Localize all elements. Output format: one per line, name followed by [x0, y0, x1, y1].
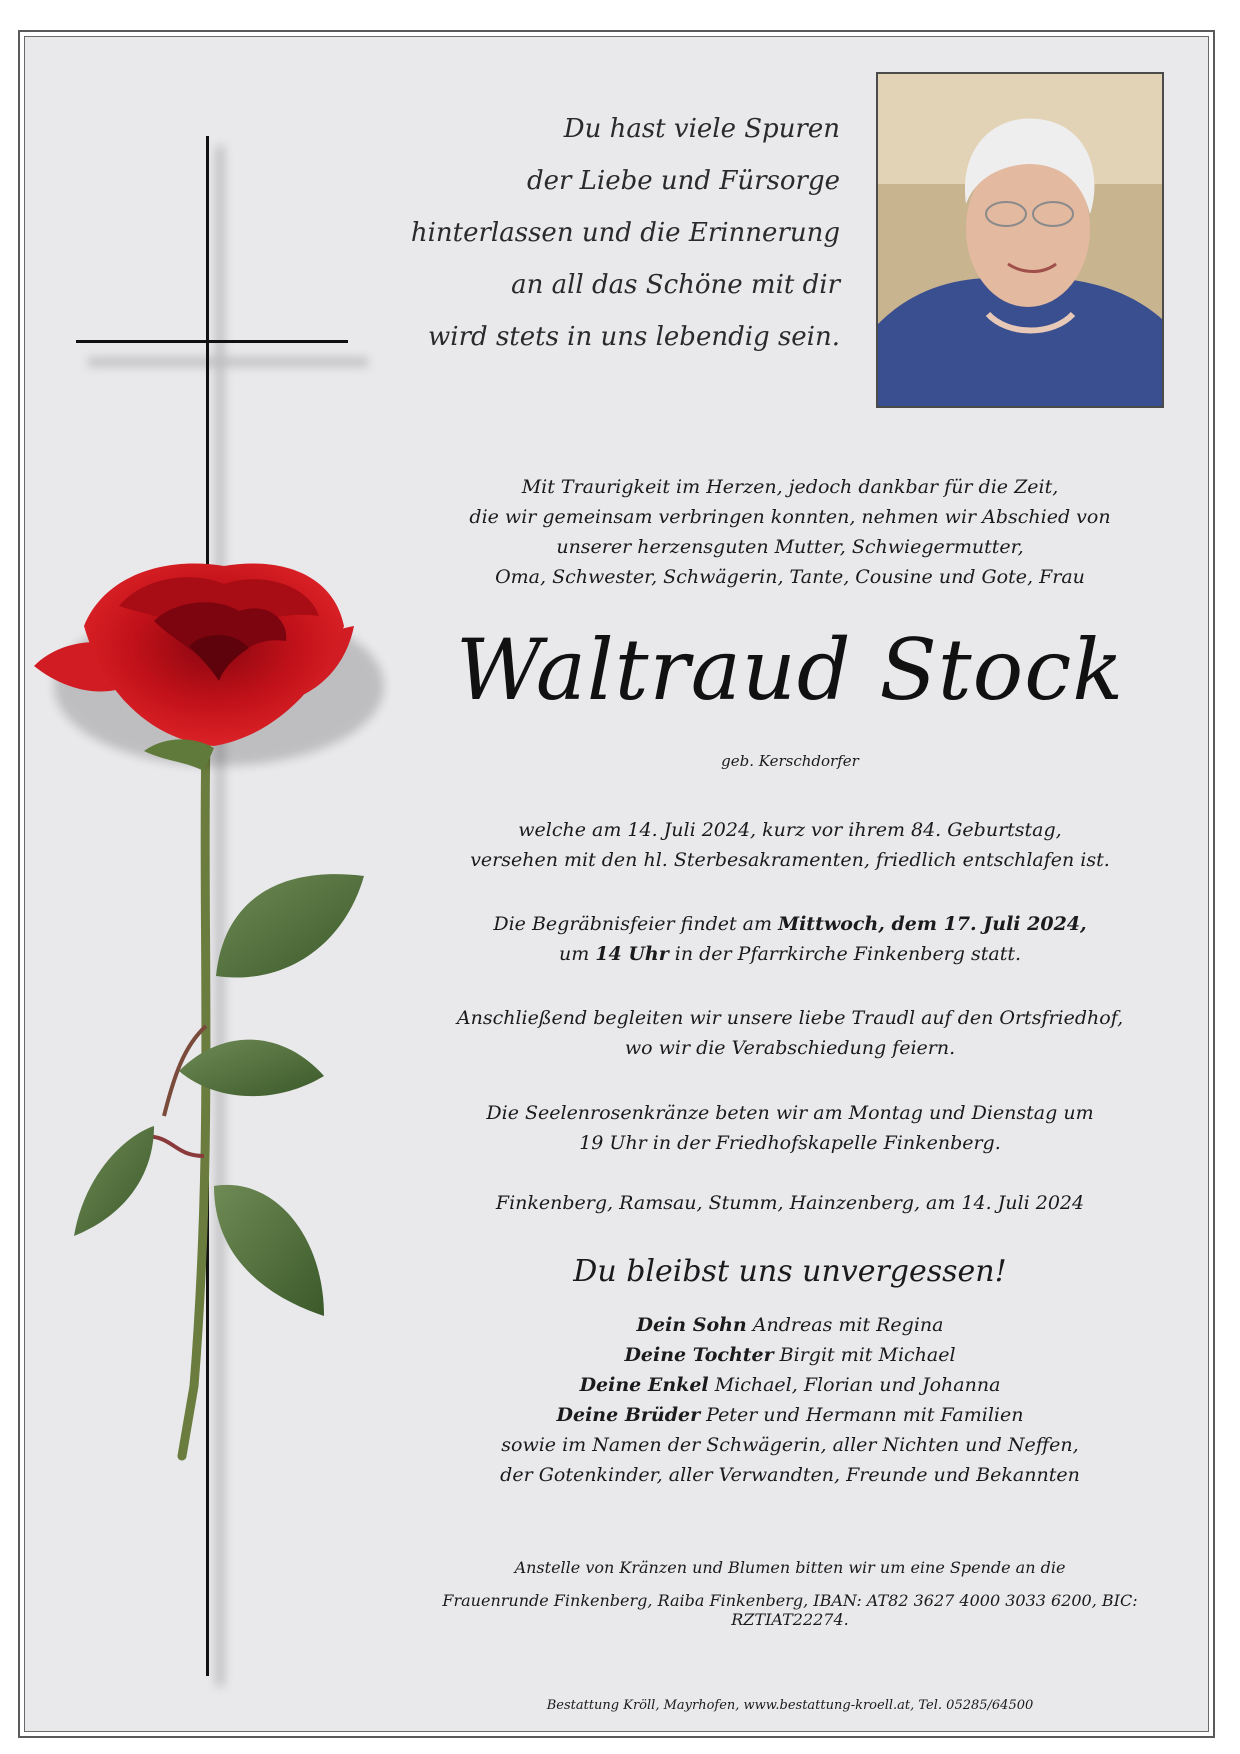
rose-icon	[34, 564, 384, 772]
mourner-entry	[430, 1310, 1150, 1340]
poem-line: an all das Schöne mit dir	[511, 270, 840, 300]
rosary-notice	[430, 1098, 1150, 1158]
rosary-line: 19 Uhr in der Friedhofskapelle Finkenberg.	[579, 1132, 1001, 1154]
portrait-photo	[876, 72, 1164, 408]
mourners-list	[430, 1310, 1150, 1490]
mourner-entry	[430, 1340, 1150, 1370]
poem-line: hinterlassen und die Erinnerung	[410, 218, 840, 248]
rose-stem	[182, 736, 206, 1456]
funeral-date: Mittwoch, dem 17. Juli 2024,	[778, 913, 1087, 935]
burial-notice	[430, 1003, 1150, 1063]
mourner-relation: Deine Tochter	[624, 1344, 774, 1366]
intro-line: Oma, Schwester, Schwägerin, Tante, Cousine und Gote, Frau	[495, 566, 1085, 588]
motto: Du bleibst uns unvergessen!	[573, 1254, 1007, 1289]
death-line: welche am 14. Juli 2024, kurz vor ihrem 84. Geburtstag,	[518, 819, 1062, 841]
mourner-names: Andreas mit Regina	[746, 1314, 944, 1336]
death-line: versehen mit den hl. Sterbesakramenten, friedlich entschlafen ist.	[470, 849, 1110, 871]
mourner-names: Peter und Hermann mit Familien	[700, 1404, 1024, 1426]
mourner-extra: sowie im Namen der Schwägerin, aller Nichten und Neffen,	[501, 1434, 1079, 1456]
mourner-names: Michael, Florian und Johanna	[708, 1374, 1001, 1396]
mourner-extra: der Gotenkinder, aller Verwandten, Freunde und Bekannten	[500, 1464, 1080, 1486]
funeral-text: in der Pfarrkirche Finkenberg statt.	[668, 943, 1022, 965]
mourner-relation: Dein Sohn	[636, 1314, 747, 1336]
death-notice	[430, 815, 1150, 875]
funeral-home-footer: Bestattung Kröll, Mayrhofen, www.bestattung-kroell.at, Tel. 05285/64500	[546, 1698, 1034, 1713]
place-and-date: Finkenberg, Ramsau, Stumm, Hainzenberg, am 14. Juli 2024	[495, 1192, 1085, 1214]
burial-line: wo wir die Verabschiedung feiern.	[624, 1037, 956, 1059]
intro-text	[430, 472, 1150, 592]
funeral-time: 14 Uhr	[595, 943, 669, 965]
mourner-relation: Deine Enkel	[579, 1374, 709, 1396]
funeral-text: um	[558, 943, 596, 965]
donation-request: Anstelle von Kränzen und Blumen bitten wir um eine Spende an die	[514, 1558, 1066, 1577]
funeral-line	[430, 909, 1150, 939]
mourner-relation: Deine Brüder	[556, 1404, 701, 1426]
burial-line: Anschließend begleiten wir unsere liebe Traudl auf den Ortsfriedhof,	[456, 1007, 1124, 1029]
intro-line: die wir gemeinsam verbringen konnten, nehmen wir Abschied von	[469, 506, 1111, 528]
poem-line: Du hast viele Spuren	[563, 114, 840, 144]
intro-line: Mit Traurigkeit im Herzen, jedoch dankbar für die Zeit,	[521, 476, 1059, 498]
mourner-entry	[430, 1370, 1150, 1400]
birth-name: geb. Kerschdorfer	[721, 752, 859, 770]
funeral-text: Die Begräbnisfeier findet am	[493, 913, 779, 935]
rosary-line: Die Seelenrosenkränze beten wir am Montag und Dienstag um	[486, 1102, 1094, 1124]
poem-line: der Liebe und Fürsorge	[526, 166, 840, 196]
portrait-image	[878, 74, 1162, 406]
mourner-entry	[430, 1400, 1150, 1430]
deceased-name: Waltraud Stock	[455, 621, 1125, 719]
intro-line: unserer herzensguten Mutter, Schwiegermutter,	[556, 536, 1024, 558]
poem	[320, 103, 840, 363]
donation-details: Frauenrunde Finkenberg, Raiba Finkenberg, IBAN: AT82 3627 4000 3033 6200, BIC: RZTIAT22274.	[442, 1591, 1138, 1629]
poem-line: wird stets in uns lebendig sein.	[428, 322, 840, 352]
funeral-line	[430, 939, 1150, 969]
mourner-names: Birgit mit Michael	[773, 1344, 956, 1366]
funeral-notice	[430, 909, 1150, 969]
